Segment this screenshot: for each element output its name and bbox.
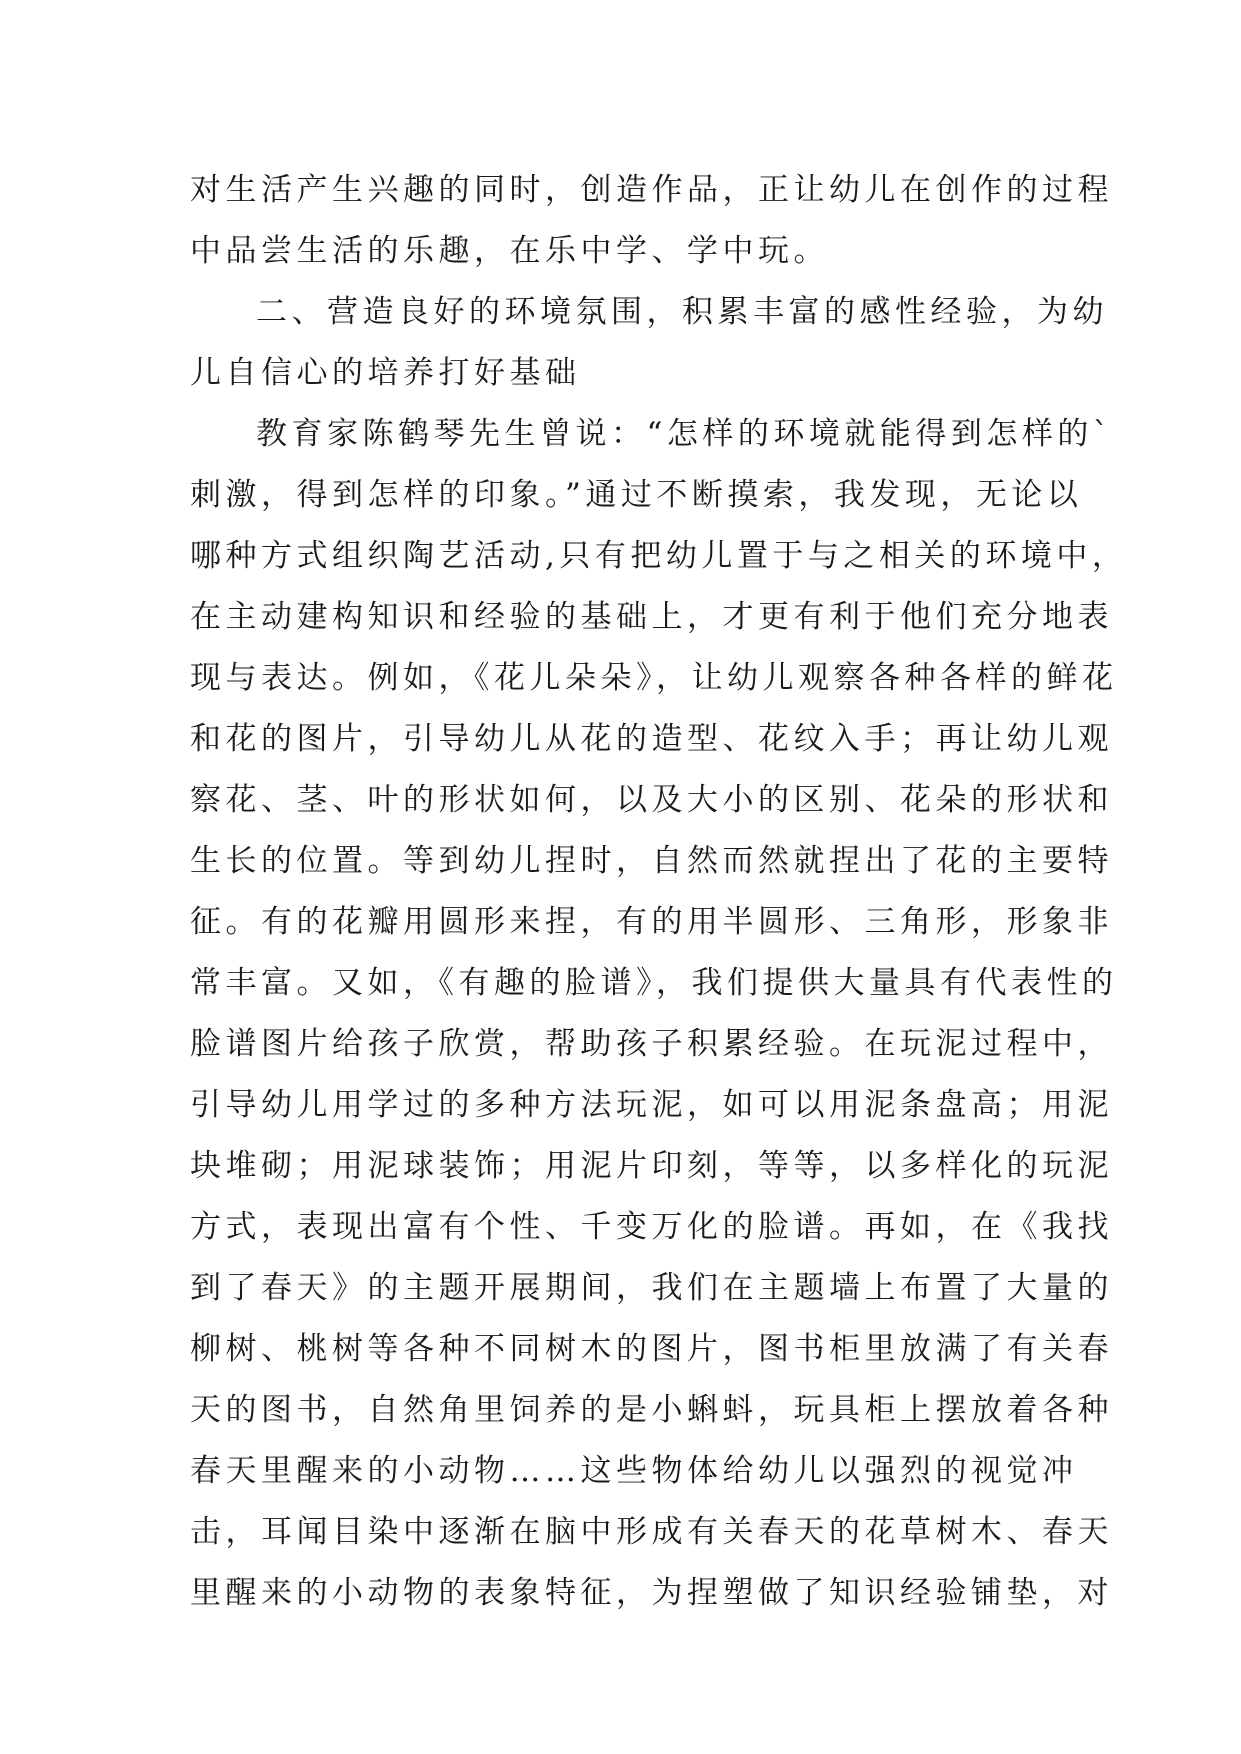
section-heading-line: 二、营造良好的环境氛围，积累丰富的感性经验，为幼 (256, 294, 1108, 330)
text-line: 脸谱图片给孩子欣赏，帮助孩子积累经验。在玩泥过程中， (190, 1026, 1113, 1062)
text-line: 刺激，得到怎样的印象。”通过不断摸索，我发现，无论以 (190, 477, 1083, 513)
text-line: 常丰富。又如，《有趣的脸谱》，我们提供大量具有代表性的 (190, 965, 1118, 1001)
text-line: 方式，表现出富有个性、千变万化的脸谱。再如，在《我找 (190, 1209, 1113, 1245)
section-heading-line: 儿自信心的培养打好基础 (190, 355, 581, 391)
text-line: 在主动建构知识和经验的基础上，才更有利于他们充分地表 (190, 599, 1113, 635)
text-line: 里醒来的小动物的表象特征，为捏塑做了知识经验铺垫，对 (190, 1575, 1113, 1611)
text-line: 中品尝生活的乐趣，在乐中学、学中玩。 (190, 233, 829, 269)
document-body (190, 160, 1128, 1624)
text-line: 柳树、桃树等各种不同树木的图片，图书柜里放满了有关春 (190, 1331, 1113, 1367)
text-line: 引导幼儿用学过的多种方法玩泥，如可以用泥条盘高；用泥 (190, 1087, 1113, 1123)
text-line: 和花的图片，引导幼儿从花的造型、花纹入手；再让幼儿观 (190, 721, 1113, 757)
text-line: 现与表达。例如，《花儿朵朵》，让幼儿观察各种各样的鲜花 (190, 660, 1118, 696)
text-line: 哪种方式组织陶艺活动,只有把幼儿置于与之相关的环境中， (190, 538, 1128, 574)
text-line: 到了春天》的主题开展期间，我们在主题墙上布置了大量的 (190, 1270, 1113, 1306)
paragraph-first-line: 教育家陈鹤琴先生曾说：“怎样的环境就能得到怎样的` (256, 416, 1113, 452)
text-line: 征。有的花瓣用圆形来捏，有的用半圆形、三角形，形象非 (190, 904, 1113, 940)
text-line: 察花、茎、叶的形状如何，以及大小的区别、花朵的形状和 (190, 782, 1113, 818)
text-line: 击，耳闻目染中逐渐在脑中形成有关春天的花草树木、春天 (190, 1514, 1113, 1550)
text-line: 块堆砌；用泥球装饰；用泥片印刻，等等，以多样化的玩泥 (190, 1148, 1113, 1184)
text-line: 生长的位置。等到幼儿捏时，自然而然就捏出了花的主要特 (190, 843, 1113, 879)
text-line: 天的图书，自然角里饲养的是小蝌蚪，玩具柜上摆放着各种 (190, 1392, 1113, 1428)
text-line: 对生活产生兴趣的同时，创造作品，正让幼儿在创作的过程 (190, 172, 1113, 208)
text-line: 春天里醒来的小动物……这些物体给幼儿以强烈的视觉冲 (190, 1453, 1078, 1489)
